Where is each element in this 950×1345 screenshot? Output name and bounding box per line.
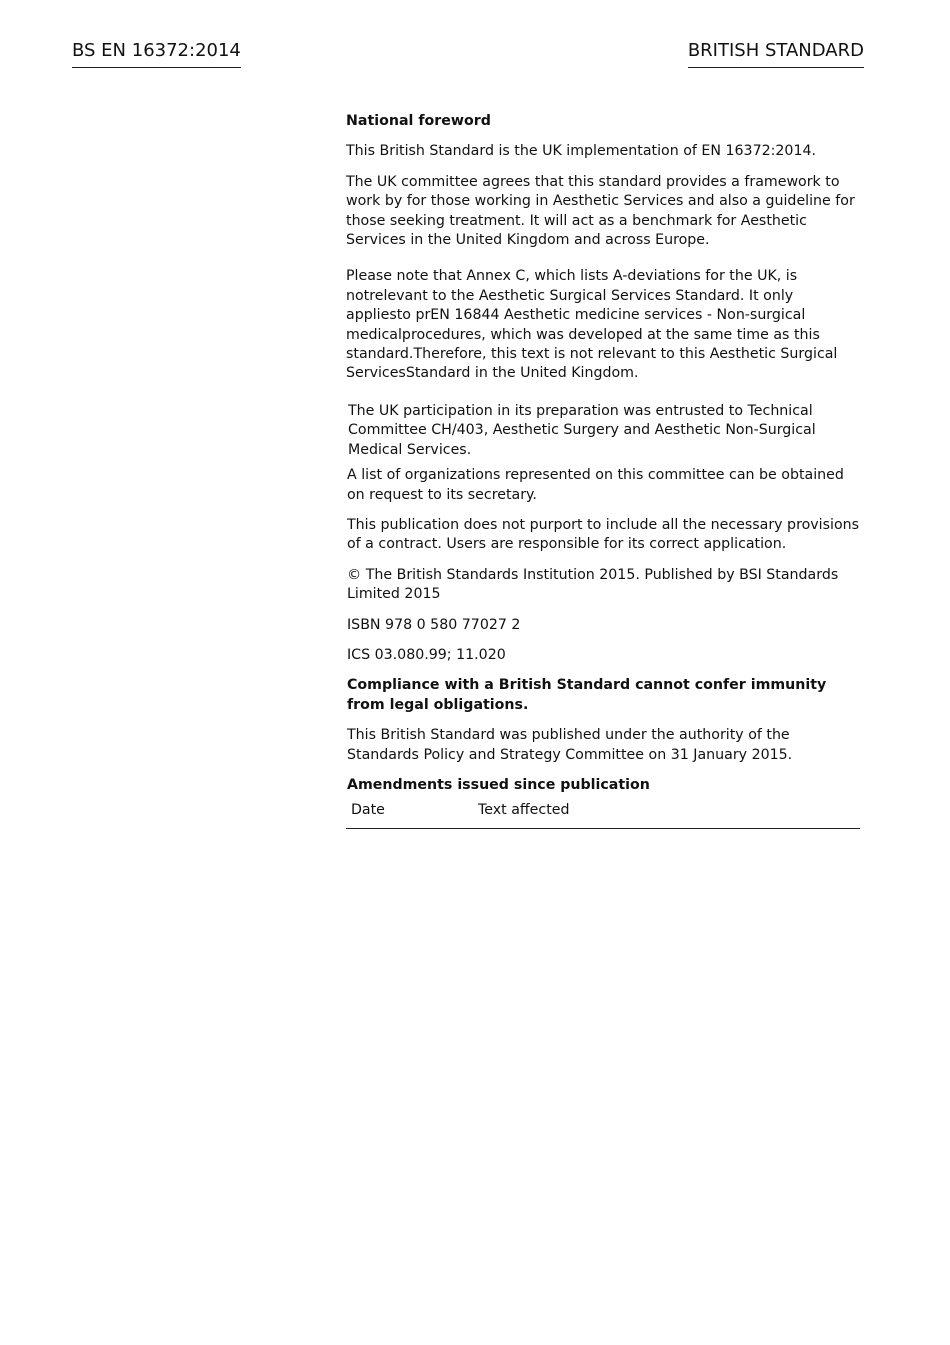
isbn-number: ISBN 978 0 580 77027 2 [347, 616, 521, 633]
amendments-title: Amendments issued since publication [347, 776, 650, 793]
document-id-header: BS EN 16372:2014 [72, 40, 241, 68]
authority-statement: This British Standard was published under the authority of the Standards Policy and Strategy Committee on 31 January 2015. [347, 727, 793, 763]
amendments-column-date: Date [351, 802, 385, 819]
series-header: BRITISH STANDARD [688, 40, 864, 68]
foreword-paragraph-implementation: This British Standard is the UK implementation of EN 16372:2014. [346, 143, 817, 160]
amendments-column-text-affected: Text affected [478, 802, 570, 819]
foreword-paragraph-organizations: A list of organizations represented on this committee can be obtained on request to its secretary. [347, 467, 844, 503]
foreword-paragraph-framework: The UK committee agrees that this standard provides a framework to work by for those working in Aesthetic Services and also a guideline for those seeking treatment. It will act as a benchmark for Aesthetic Services in the United Kingdom and across Europe. [346, 173, 855, 249]
compliance-statement: Compliance with a British Standard cannot confer immunity from legal obligations. [347, 677, 827, 713]
amendments-table [346, 801, 860, 828]
foreword-paragraph-contract: This publication does not purport to include all the necessary provisions of a contract. Users are responsible for its correct application. [347, 516, 860, 553]
foreword-paragraph-annex-c: Please note that Annex C, which lists A-deviations for the UK, is notrelevant to the Aesthetic Surgical Services Standard. It only appliesto prEN 16844 Aesthetic medicine services - Non-surgical medicalprocedures, which was developed at the same time as this standard.Therefore, this text is not relevant to this Aesthetic Surgical ServicesStandard in the United Kingdom. [346, 268, 838, 382]
national-foreword-section [346, 112, 860, 829]
ics-number: ICS 03.080.99; 11.020 [347, 646, 506, 663]
foreword-paragraph-committee: The UK participation in its preparation was entrusted to Technical Committee CH/403, Aesthetic Surgery and Aesthetic Non-Surgical Medical Services. [348, 402, 816, 458]
copyright-notice: © The British Standards Institution 2015. Published by BSI Standards Limited 2015 [347, 566, 839, 603]
foreword-title: National foreword [346, 113, 491, 129]
